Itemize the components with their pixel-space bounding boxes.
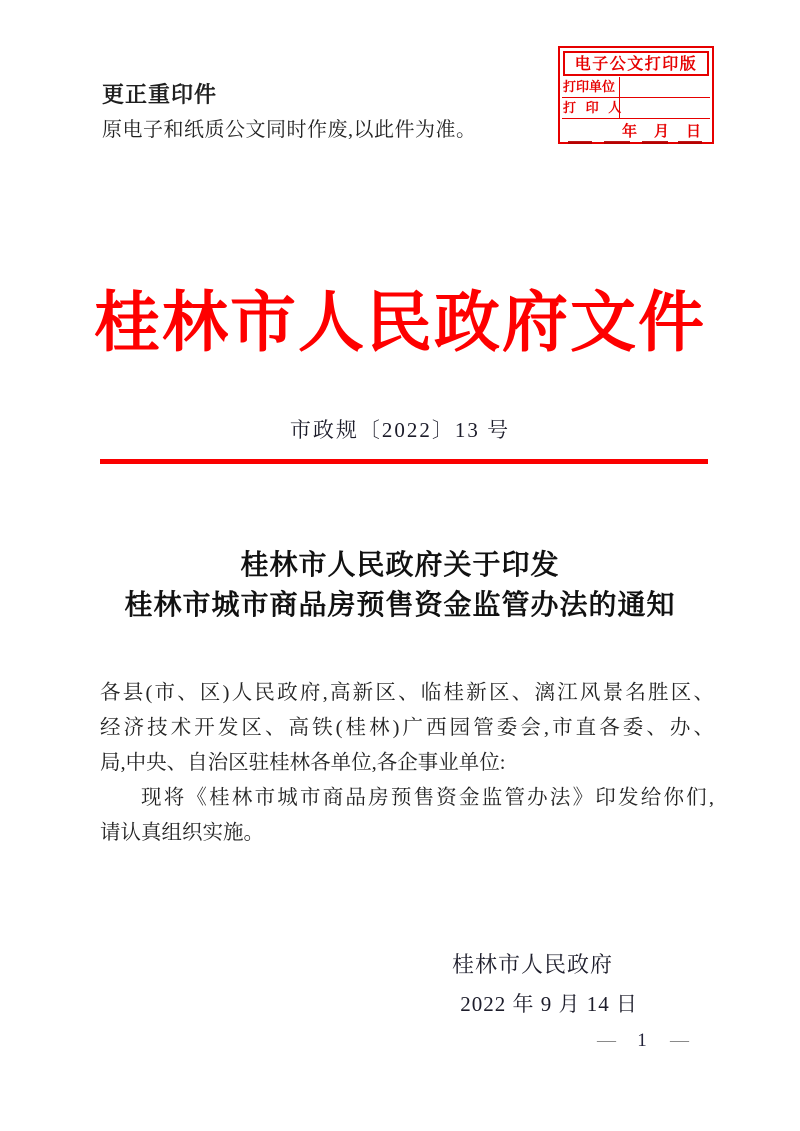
stamp-box-title: 电子公文打印版 [563,51,709,76]
body-paragraph-line: 现将《桂林市城市商品房预售资金监管办法》印发给你们, [141,787,714,809]
correction-title: 更正重印件 [102,82,218,107]
printer-field [620,98,710,118]
body-text [100,676,714,851]
addressee-line: 经济技术开发区、高铁(桂林)广西园管委会,市直各委、办、 [100,717,714,739]
date-underscore [568,141,592,144]
page-number-dash: — [597,1030,614,1051]
page-number-dash: — [670,1030,687,1051]
date-month-label: 月 [653,122,669,140]
correction-note: 原电子和纸质公文同时作废,以此件为准。 [102,119,477,141]
print-unit-field [620,77,710,97]
electronic-print-stamp-box [558,46,714,144]
print-unit-label: 打印单位 [562,77,620,97]
date-year-label: 年 [622,122,638,140]
notice-title-line1: 桂林市人民政府关于印发 [240,550,560,581]
stamp-date-row [562,119,710,141]
red-divider-line [100,459,708,464]
date-underscore [642,141,668,144]
notice-title-line2: 桂林市城市商品房预售资金监管办法的通知 [124,590,676,621]
printer-label: 打 印 人 [562,98,620,118]
addressee-line: 各县(市、区)人民政府,高新区、临桂新区、漓江风景名胜区、 [100,682,714,704]
signature-organization: 桂林市人民政府 [451,952,613,977]
document-number: 市政规〔2022〕13 号 [289,418,511,442]
page-number [597,1030,687,1052]
date-underscore [604,141,630,144]
body-paragraph-line: 请认真组织实施。 [100,822,264,844]
page-number-value: 1 [637,1030,647,1051]
stamp-row-print-unit [562,77,710,98]
masthead-title: 桂林市人民政府文件 [94,287,706,360]
date-underscore [678,141,702,144]
stamp-row-printer [562,98,710,119]
addressee-line: 局,中央、自治区驻桂林各单位,各企事业单位: [100,752,506,774]
signature-date: 2022 年 9 月 14 日 [460,992,638,1016]
date-day-label: 日 [685,122,701,140]
notice-title [0,546,800,626]
